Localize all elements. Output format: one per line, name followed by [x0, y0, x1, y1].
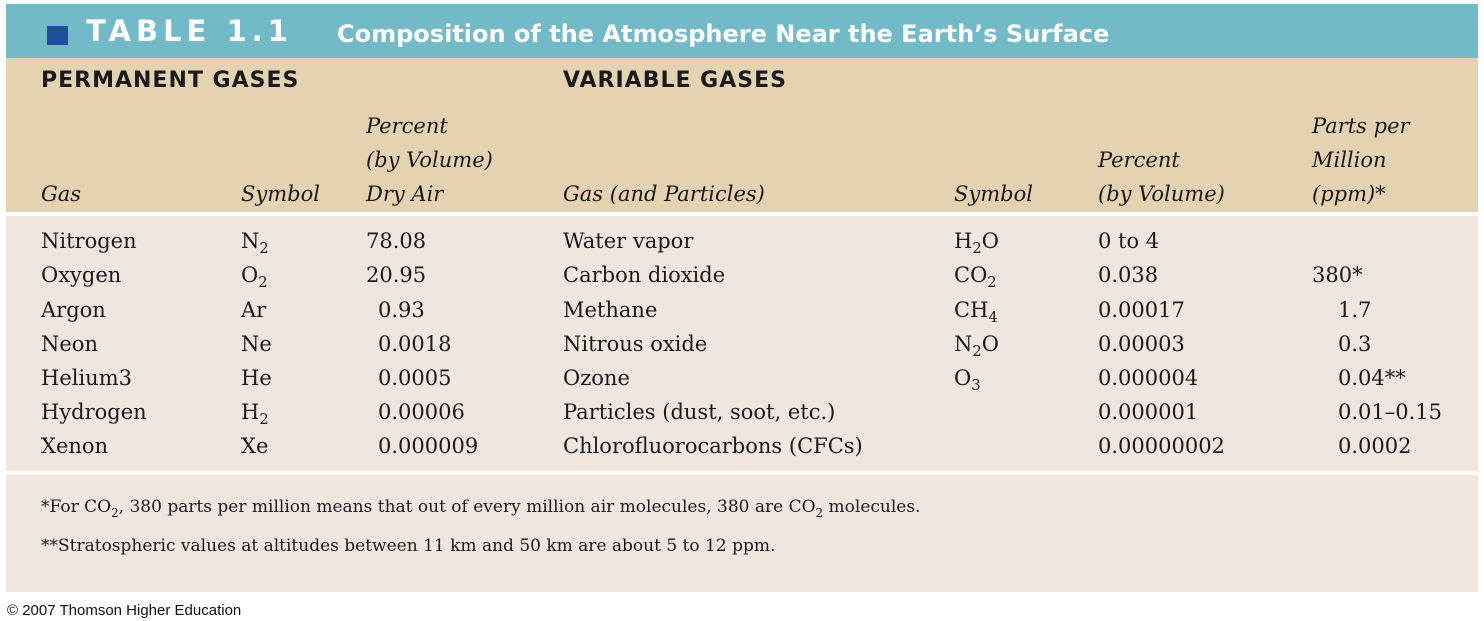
col-header-ppm-line2: Million	[1312, 148, 1387, 172]
title-square-icon	[47, 26, 68, 45]
variable-gas-name: Methane	[563, 298, 658, 322]
footnote-co2: *For $CO_2$, 380 parts per million means that out of every million air molecules, 380 are $CO_2$ molecules.	[41, 497, 921, 520]
col-header-percent-line2: (by Volume)	[366, 148, 493, 172]
permanent-gas-name: Xenon	[41, 434, 109, 458]
variable-gas-ppm: 0.3	[1338, 332, 1372, 356]
variable-gas-percent: 0.00003	[1098, 332, 1185, 356]
footnote-stratospheric: **Stratospheric values at altitudes between 11 km and 50 km are about 5 to 12 ppm.	[41, 536, 776, 556]
variable-gas-symbol: $N_2O$	[954, 332, 999, 360]
col-header-percent-variable-line1: Percent	[1098, 148, 1180, 172]
permanent-gas-symbol: Xe	[241, 434, 269, 458]
permanent-gas-percent: 0.93	[378, 298, 425, 322]
col-header-gas-particles: Gas (and Particles)	[563, 182, 765, 206]
variable-gas-percent: 0.038	[1098, 263, 1159, 287]
variable-gases-heading: VARIABLE GASES	[563, 68, 787, 93]
variable-gas-symbol: $H_2O$	[954, 229, 999, 257]
variable-gas-name: Chlorofluorocarbons (CFCs)	[563, 434, 863, 458]
permanent-gas-percent: 20.95	[366, 263, 427, 287]
col-header-percent-line3: Dry Air	[366, 182, 444, 206]
permanent-gas-name: Nitrogen	[41, 229, 137, 253]
permanent-gas-symbol: $O_2$	[241, 263, 268, 291]
variable-gas-name: Nitrous oxide	[563, 332, 708, 356]
col-header-percent-variable-line2: (by Volume)	[1098, 182, 1225, 206]
col-header-symbol-variable: Symbol	[954, 182, 1033, 206]
variable-gas-ppm: 1.7	[1338, 298, 1372, 322]
variable-gas-percent: 0.000001	[1098, 400, 1199, 424]
col-header-ppm-line1: Parts per	[1312, 114, 1410, 138]
permanent-gas-name: Neon	[41, 332, 98, 356]
col-header-percent-line1: Percent	[366, 114, 448, 138]
variable-gas-name: Carbon dioxide	[563, 263, 726, 287]
col-header-symbol: Symbol	[241, 182, 320, 206]
permanent-gas-symbol: He	[241, 366, 272, 390]
variable-gas-percent: 0.00017	[1098, 298, 1185, 322]
variable-gas-name: Ozone	[563, 366, 630, 390]
table-number: TABLE 1.1	[86, 14, 293, 48]
variable-gas-name: Water vapor	[563, 229, 694, 253]
permanent-gas-symbol: $H_2$	[241, 400, 269, 428]
permanent-gas-name: Hydrogen	[41, 400, 147, 424]
variable-gas-name: Particles (dust, soot, etc.)	[563, 400, 836, 424]
permanent-gases-heading: PERMANENT GASES	[41, 68, 300, 93]
variable-gas-symbol: $CO_2$	[954, 263, 997, 291]
permanent-gas-percent: 0.0018	[378, 332, 452, 356]
variable-gas-ppm: 0.0002	[1338, 434, 1412, 458]
footnote-band	[6, 475, 1478, 592]
variable-gas-ppm: 0.01–0.15	[1338, 400, 1443, 424]
permanent-gas-percent: 0.000009	[378, 434, 479, 458]
variable-gas-ppm: 380*	[1312, 263, 1363, 287]
permanent-gas-symbol: $N_2$	[241, 229, 269, 257]
copyright-text: © 2007 Thomson Higher Education	[7, 602, 242, 619]
permanent-gas-name: Argon	[41, 298, 106, 322]
variable-gas-percent: 0.000004	[1098, 366, 1199, 390]
col-header-gas: Gas	[41, 182, 82, 206]
permanent-gas-percent: 78.08	[366, 229, 427, 253]
variable-gas-symbol: $CH_4$	[954, 298, 998, 326]
permanent-gas-percent: 0.0005	[378, 366, 452, 390]
variable-gas-symbol: $O_3$	[954, 366, 981, 394]
permanent-gas-symbol: Ne	[241, 332, 272, 356]
title-bar	[6, 4, 1478, 58]
permanent-gas-symbol: Ar	[241, 298, 267, 322]
body-band	[6, 216, 1478, 471]
permanent-gas-name: Helium3	[41, 366, 132, 390]
variable-gas-percent: 0.00000002	[1098, 434, 1225, 458]
permanent-gas-name: Oxygen	[41, 263, 122, 287]
table-title: Composition of the Atmosphere Near the Earth’s Surface	[337, 20, 1110, 48]
variable-gas-ppm: 0.04**	[1338, 366, 1406, 390]
col-header-ppm-line3: (ppm)*	[1312, 182, 1386, 206]
permanent-gas-percent: 0.00006	[378, 400, 465, 424]
variable-gas-percent: 0 to 4	[1098, 229, 1160, 253]
